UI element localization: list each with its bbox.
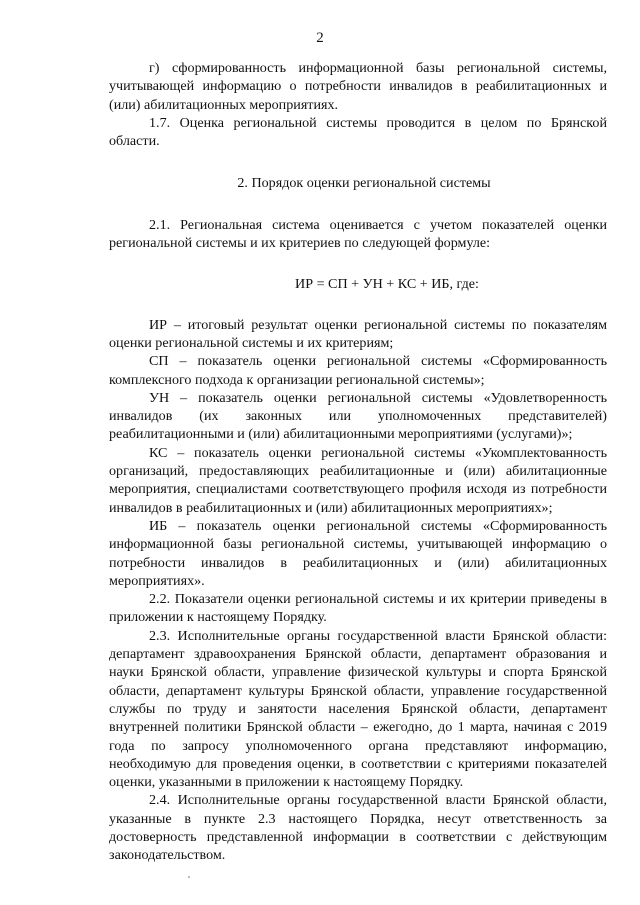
scan-speck xyxy=(188,876,190,878)
paragraph-2-4: 2.4. Исполнительные органы государственной власти Брянской области, указанные в пункте 2.3 настоящего Порядка, несут ответственность за достоверность представленной информации в соответствии с действующим законодательством. xyxy=(109,792,607,864)
paragraph-2-3: 2.3. Исполнительные органы государственной власти Брянской области: департамент здравоохранения Брянской области, департамент образования и науки Брянской области, управление физической культуры и спорта Брянской области, департамент культуры Брянской области, управление государственной службы по труду и занятости населения Брянской области, департамент внутренней политики Брянской области – ежегодно, до 1 марта, начиная с 2019 года по запросу уполномоченного органа представляют информацию, необходимую для проведения оценки, в соответствии с критериями показателей оценки, указанными в приложении к настоящему Порядку. xyxy=(109,627,607,791)
paragraph-item-g: г) сформированность информационной базы региональной системы, учитывающей информацию о потребности инвалидов в реабилитационных и (или) абилитационных мероприятиях. xyxy=(109,60,607,113)
definition-un: УН – показатель оценки региональной системы «Удовлетворенность инвалидов (их законных или уполномоченных представителей) реабилитационными и (или) абилитационными мероприятиями (услугами)»; xyxy=(109,389,607,443)
definition-sp: СП – показатель оценки региональной системы «Сформированность комплексного подхода к организации региональной системы»; xyxy=(109,353,607,388)
definition-ib: ИБ – показатель оценки региональной системы «Сформированность информационной базы региональной системы, учитывающей информацию о потребности инвалидов в реабилитационных и (или) абилитационных мероприятиях». xyxy=(109,517,607,589)
formula: ИР = СП + УН + КС + ИБ, где: xyxy=(295,276,479,293)
definition-ks: КС – показатель оценки региональной системы «Укомплектованность организаций, предоставляющих реабилитационные и (или) абилитационные мероприятия, специалистами соответствующего профиля исходя из потребности инвалидов в реабилитационных и (или) абилитационных мероприятиях»; xyxy=(109,444,607,516)
paragraph-2-2: 2.2. Показатели оценки региональной системы и их критерии приведены в приложении к настоящему Порядку. xyxy=(109,591,607,626)
definition-ir: ИР – итоговый результат оценки региональной системы по показателям оценки региональной системы и их критериям; xyxy=(109,316,607,351)
paragraph-1-7: 1.7. Оценка региональной системы проводится в целом по Брянской области. xyxy=(109,114,607,150)
page-number: 2 xyxy=(316,30,324,46)
paragraph-2-1: 2.1. Региональная система оценивается с учетом показателей оценки региональной системы и их критериев по следующей формуле: xyxy=(109,216,607,252)
document-body xyxy=(109,59,607,865)
section-heading: 2. Порядок оценки региональной системы xyxy=(237,175,491,192)
